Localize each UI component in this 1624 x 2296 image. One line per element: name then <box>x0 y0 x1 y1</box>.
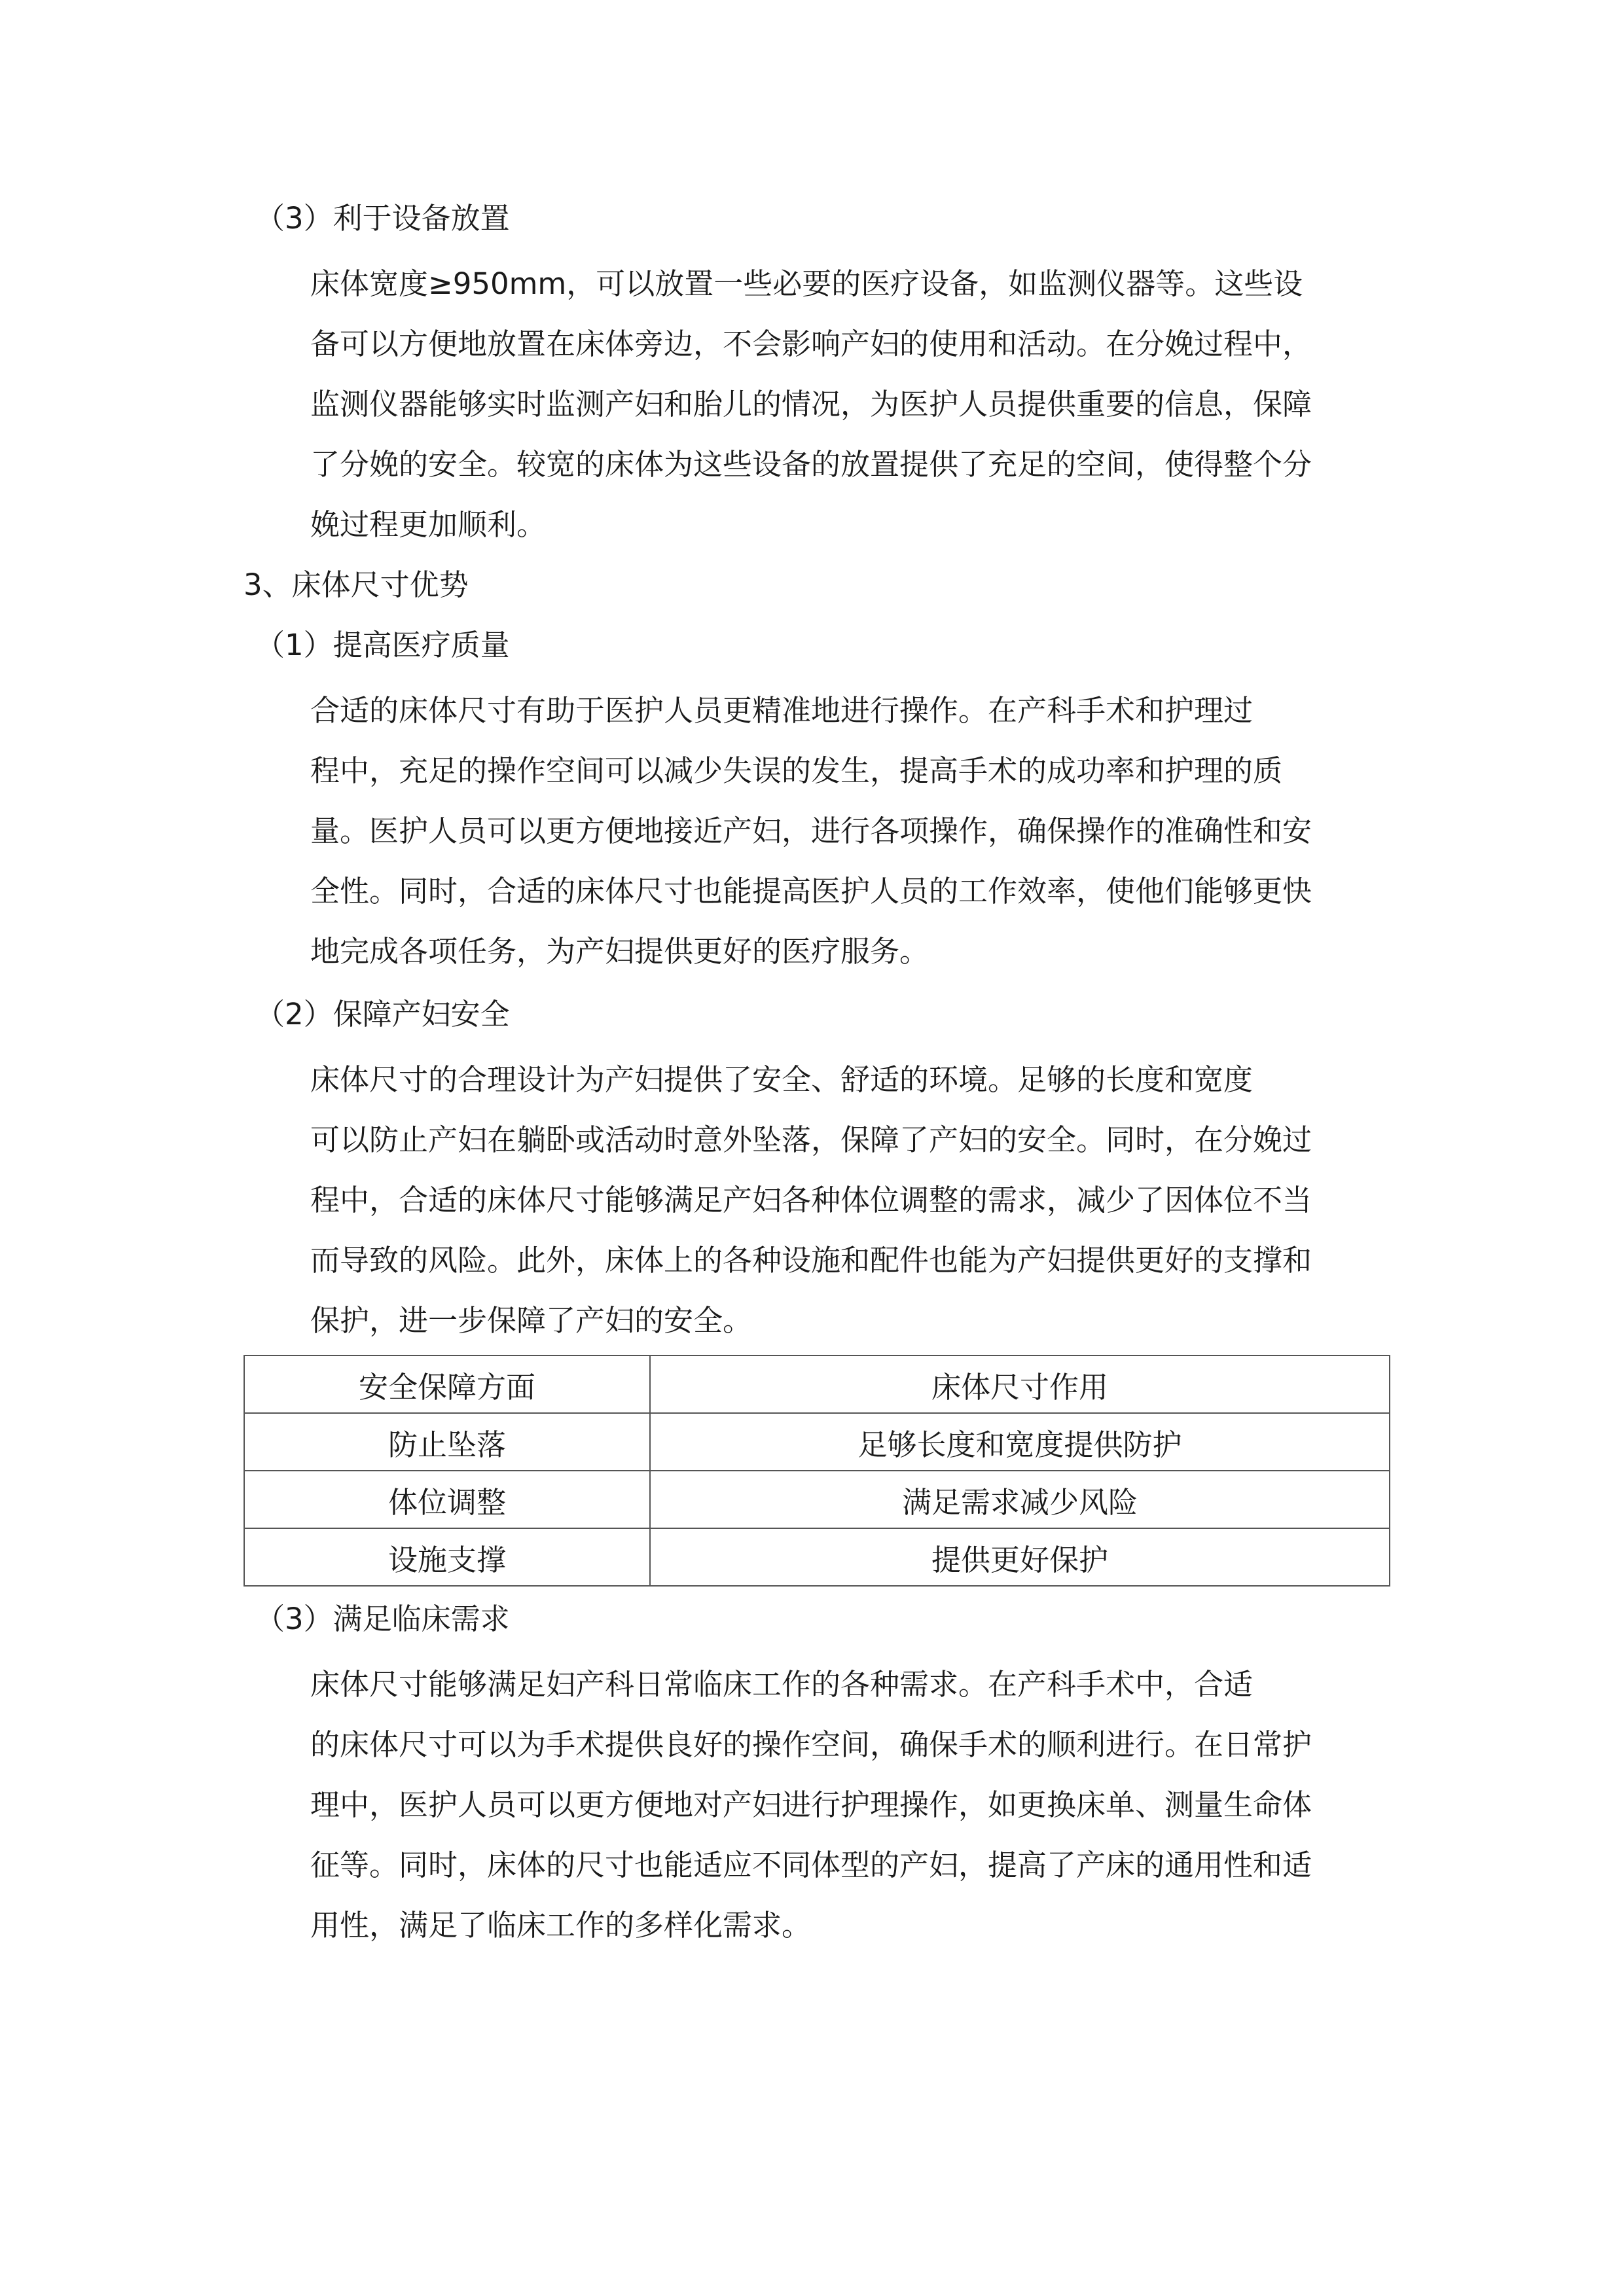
table-cell: 体位调整 <box>244 1471 650 1528</box>
text-line: 全性。同时，合适的床体尺寸也能提高医护人员的工作效率，使他们能够更快 <box>310 874 1312 908</box>
section-heading-medical-quality: （1）提高医疗质量 <box>255 628 510 662</box>
table-cell: 满足需求减少风险 <box>650 1471 1390 1528</box>
text-line: 征等。同时，床体的尺寸也能适应不同体型的产妇，提高了产床的通用性和适 <box>310 1848 1312 1882</box>
section-heading-size-advantages: 3、床体尺寸优势 <box>244 567 469 602</box>
table-row <box>244 1528 1390 1586</box>
table-row <box>244 1413 1390 1471</box>
safety-table <box>244 1355 1390 1587</box>
text-line: 用性，满足了临床工作的多样化需求。 <box>310 1908 812 1943</box>
text-line: 理中，医护人员可以更方便地对产妇进行护理操作，如更换床单、测量生命体 <box>310 1787 1312 1822</box>
text-line: 而导致的风险。此外，床体上的各种设施和配件也能为产妇提供更好的支撑和 <box>310 1243 1312 1278</box>
text-line: 合适的床体尺寸有助于医护人员更精准地进行操作。在产科手术和护理过 <box>310 693 1254 728</box>
section-heading-equipment-placement: （3）利于设备放置 <box>255 201 510 236</box>
table-header-row <box>244 1355 1390 1413</box>
text-line: 可以防止产妇在躺卧或活动时意外坠落，保障了产妇的安全。同时，在分娩过 <box>310 1122 1312 1157</box>
text-line: 了分娩的安全。较宽的床体为这些设备的放置提供了充足的空间，使得整个分 <box>310 447 1312 482</box>
table-cell: 防止坠落 <box>244 1413 650 1471</box>
paragraph-equipment-placement <box>244 254 1390 555</box>
paragraph-maternal-safety <box>244 1050 1390 1351</box>
section-heading-clinical-needs: （3）满足临床需求 <box>255 1602 510 1636</box>
text-line: 程中，合适的床体尺寸能够满足产妇各种体位调整的需求，减少了因体位不当 <box>310 1183 1312 1217</box>
text-line: 备可以方便地放置在床体旁边，不会影响产妇的使用和活动。在分娩过程中， <box>310 327 1312 361</box>
document-body <box>244 188 1390 1956</box>
text-line: 床体宽度≥950mm，可以放置一些必要的医疗设备，如监测仪器等。这些设 <box>310 266 1303 301</box>
table-header-cell: 床体尺寸作用 <box>650 1355 1390 1413</box>
table-row <box>244 1471 1390 1528</box>
text-line: 床体尺寸的合理设计为产妇提供了安全、舒适的环境。足够的长度和宽度 <box>310 1062 1254 1097</box>
text-line: 监测仪器能够实时监测产妇和胎儿的情况，为医护人员提供重要的信息，保障 <box>310 387 1312 422</box>
text-line: 的床体尺寸可以为手术提供良好的操作空间，确保手术的顺利进行。在日常护 <box>310 1727 1312 1762</box>
table-header-cell: 安全保障方面 <box>244 1355 650 1413</box>
table-cell: 设施支撑 <box>244 1528 650 1586</box>
text-line: 保护，进一步保障了产妇的安全。 <box>310 1303 753 1338</box>
table-cell: 足够长度和宽度提供防护 <box>650 1413 1390 1471</box>
table-cell: 提供更好保护 <box>650 1528 1390 1586</box>
text-line: 地完成各项任务，为产妇提供更好的医疗服务。 <box>310 934 929 969</box>
text-line: 程中，充足的操作空间可以减少失误的发生，提高手术的成功率和护理的质 <box>310 753 1283 788</box>
paragraph-clinical-needs <box>244 1655 1390 1956</box>
text-line: 床体尺寸能够满足妇产科日常临床工作的各种需求。在产科手术中，合适 <box>310 1667 1254 1702</box>
text-line: 量。医护人员可以更方便地接近产妇，进行各项操作，确保操作的准确性和安 <box>310 814 1312 848</box>
paragraph-medical-quality <box>244 681 1390 982</box>
text-line: 娩过程更加顺利。 <box>310 507 547 542</box>
section-heading-maternal-safety: （2）保障产妇安全 <box>255 997 510 1031</box>
